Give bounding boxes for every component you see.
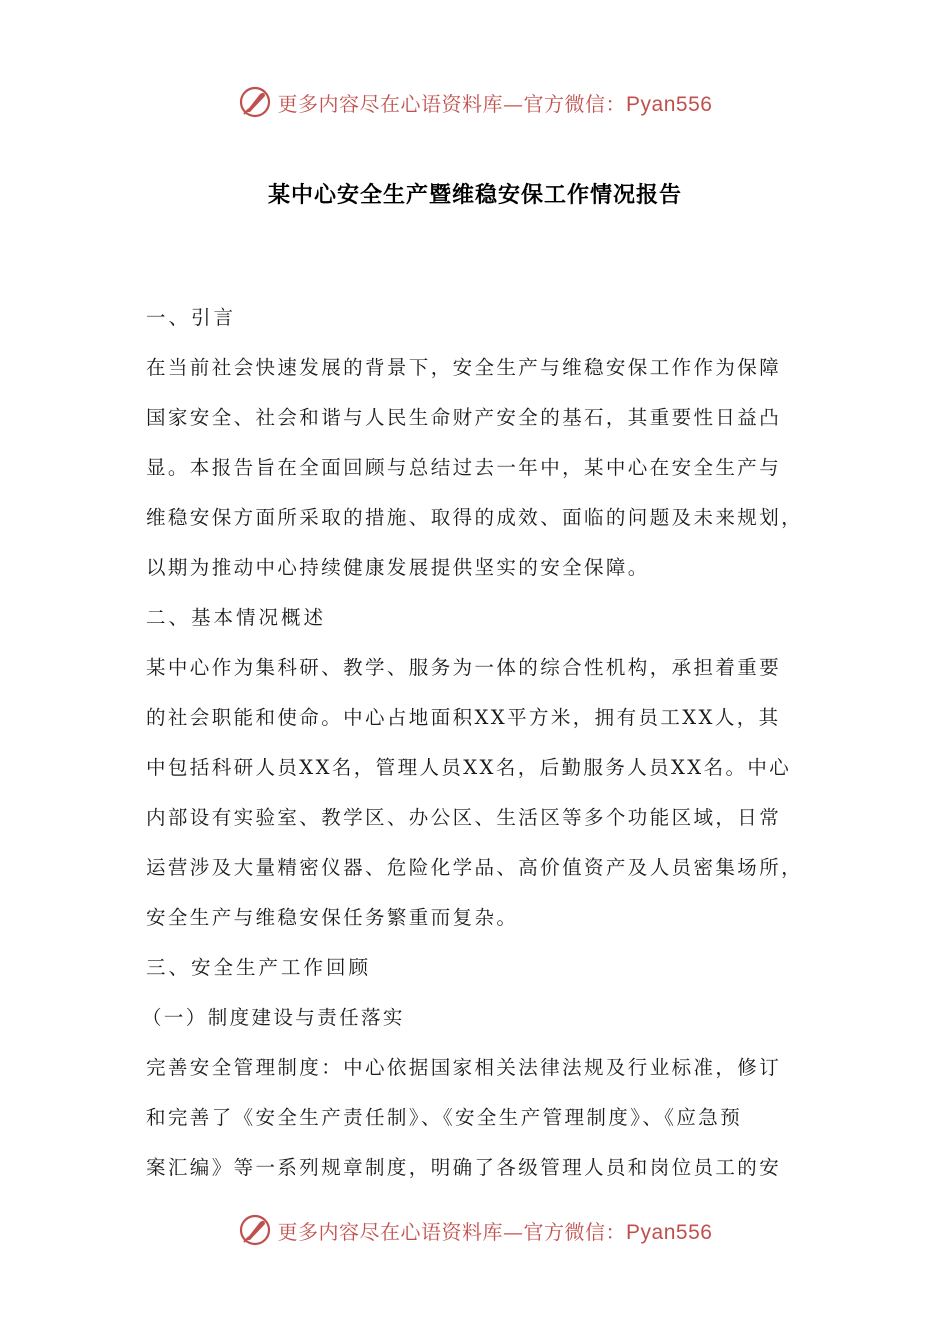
document-body bbox=[142, 293, 826, 1193]
document-title: 某中心安全生产暨维稳安保工作情况报告 bbox=[267, 183, 682, 208]
paragraph-line: 在当前社会快速发展的背景下，安全生产与维稳安保工作作为保障 bbox=[146, 356, 782, 379]
watermark-text bbox=[278, 88, 713, 117]
section-heading-overview: 二、基本情况概述 bbox=[146, 606, 327, 629]
watermark-text bbox=[278, 1216, 713, 1245]
paragraph-line: 某中心作为集科研、教学、服务为一体的综合性机构，承担着重要 bbox=[146, 656, 782, 679]
paragraph-line: 内部设有实验室、教学区、办公区、生活区等多个功能区域，日常 bbox=[146, 806, 782, 829]
section-heading-intro: 一、引言 bbox=[146, 306, 237, 329]
header-watermark-banner bbox=[0, 80, 950, 124]
paragraph-line: 安全生产与维稳安保任务繁重而复杂。 bbox=[146, 906, 519, 929]
paragraph-line: 中包括科研人员XX名，管理人员XX名，后勤服务人员XX名。中心 bbox=[146, 756, 792, 779]
paragraph-line: 案汇编》等一系列规章制度，明确了各级管理人员和岗位员工的安 bbox=[146, 1156, 782, 1179]
quill-pen-circle-logo-icon bbox=[238, 85, 272, 119]
paragraph-line: 以期为推动中心持续健康发展提供坚实的安全保障。 bbox=[146, 556, 650, 579]
paragraph-line: 的社会职能和使命。中心占地面积XX平方米，拥有员工XX人，其 bbox=[146, 706, 781, 729]
footer-watermark-banner bbox=[0, 1208, 950, 1252]
paragraph-line: 运营涉及大量精密仪器、危险化学品、高价值资产及人员密集场所， bbox=[146, 856, 804, 879]
paragraph-line: 维稳安保方面所采取的措施、取得的成效、面临的问题及未来规划， bbox=[146, 506, 804, 529]
subsection-heading: （一）制度建设与责任落实 bbox=[142, 1006, 405, 1029]
watermark-id: Pyan556 bbox=[626, 92, 713, 116]
paragraph-line: 和完善了《安全生产责任制》、《安全生产管理制度》、《应急预 bbox=[146, 1106, 743, 1129]
watermark-cn: 更多内容尽在心语资料库—官方微信： bbox=[277, 91, 627, 116]
paragraph-line: 显。本报告旨在全面回顾与总结过去一年中，某中心在安全生产与 bbox=[146, 456, 782, 479]
paragraph-line: 完善安全管理制度：中心依据国家相关法律法规及行业标准，修订 bbox=[146, 1056, 782, 1079]
watermark-cn: 更多内容尽在心语资料库—官方微信： bbox=[277, 1219, 627, 1244]
paragraph-line: 国家安全、社会和谐与人民生命财产安全的基石，其重要性日益凸 bbox=[146, 406, 782, 429]
section-heading-safety-review: 三、安全生产工作回顾 bbox=[146, 956, 372, 979]
quill-pen-circle-logo-icon bbox=[238, 1213, 272, 1247]
watermark-id: Pyan556 bbox=[626, 1220, 713, 1244]
